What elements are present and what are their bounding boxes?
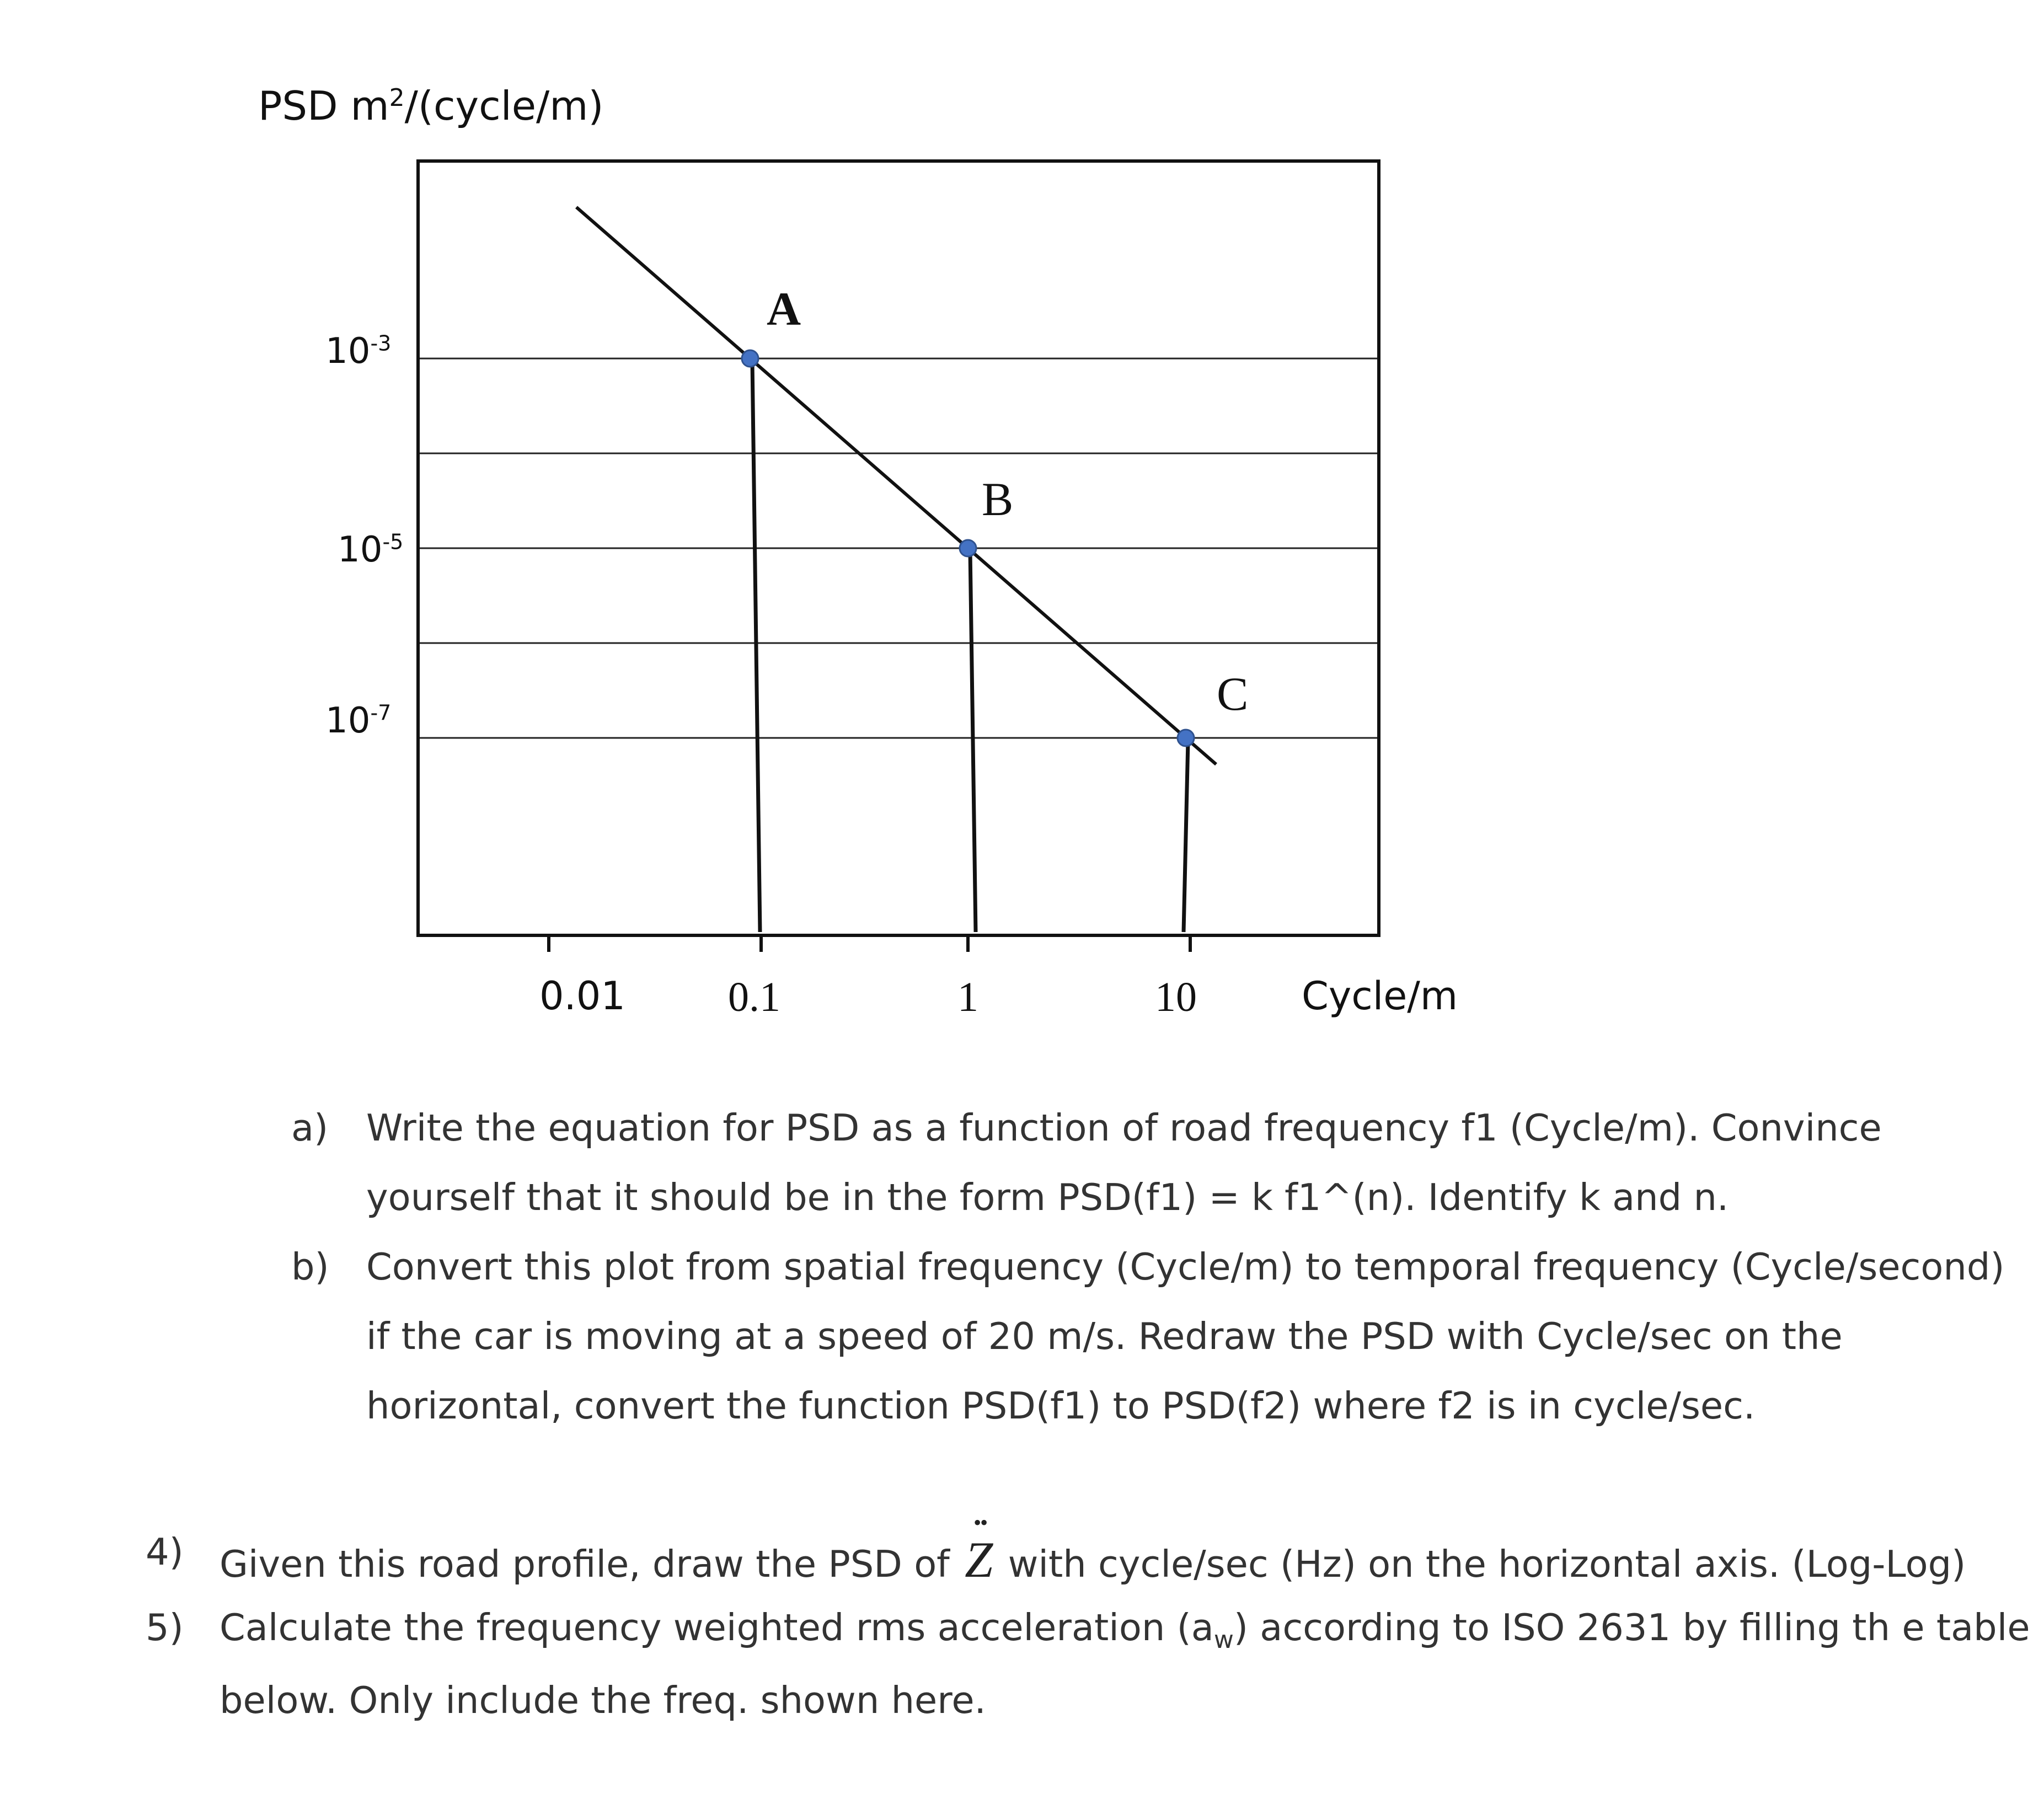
data-point-a (742, 350, 758, 367)
drop-line-a (752, 362, 760, 932)
chart-series (576, 207, 1216, 764)
question-4-text: Given this road profile, draw the PSD of •• Z with cycle/sec (Hz) on the horizontal axis. (Log-Log) (220, 1530, 1966, 1589)
data-point-b (960, 540, 976, 556)
question-b-line1: Convert this plot from spatial frequency (Cycle/m) to temporal frequency (Cycle/second) (366, 1245, 2005, 1288)
z-double-dot-symbol: •• Z (961, 1530, 996, 1589)
y-axis-label: PSD $m^2/(cycle/m)$ (258, 83, 604, 129)
y-tick-label-1e-7: $10^{-7}$ (325, 700, 392, 741)
drop-line-c (1184, 741, 1188, 932)
question-5-marker: 5) (146, 1606, 184, 1649)
question-a-line2: yourself that it should be in the form PSD(f1) = k f1^(n). Identify k and n. (366, 1176, 1729, 1219)
question-b-marker: b) (291, 1245, 329, 1288)
question-5-line2: below. Only include the freq. shown here. (220, 1679, 986, 1722)
point-label-b: B (982, 473, 1014, 526)
question-a-marker: a) (291, 1106, 329, 1149)
question-a-line1: Write the equation for PSD as a function of road frequency f1 (Cycle/m). Convince (366, 1106, 1882, 1149)
y-tick-label-1e-5: $10^{-5}$ (338, 529, 404, 570)
x-tick-label-0.1: 0.1 (728, 974, 780, 1020)
y-tick-label-1e-3: $10^{-3}$ (325, 331, 392, 372)
question-b-line2: if the car is moving at a speed of 20 m/s. Redraw the PSD with Cycle/sec on the (366, 1315, 1843, 1358)
x-tick-label-0.01: 0.01 (539, 973, 625, 1019)
question-b-line3: horizontal, convert the function PSD(f1) to PSD(f2) where f2 is in cycle/sec. (366, 1384, 1756, 1427)
x-tick-label-10: 10 (1155, 974, 1197, 1020)
x-axis-ticks (549, 935, 1190, 952)
x-tick-label-1: 1 (957, 974, 978, 1020)
data-point-c (1178, 730, 1194, 746)
point-label-a: A (767, 282, 801, 335)
x-axis-label: Cycle/m (1302, 973, 1458, 1019)
question-5-line1: Calculate the frequency weighted rms acceleration $(a_w)$ according to ISO 2631 by filling th e table (220, 1606, 2030, 1654)
psd-line (576, 207, 1216, 764)
question-4-marker: 4) (146, 1530, 184, 1573)
drop-line-b (970, 552, 976, 932)
point-label-c: C (1217, 667, 1249, 720)
chart-drop-lines (752, 362, 1188, 932)
